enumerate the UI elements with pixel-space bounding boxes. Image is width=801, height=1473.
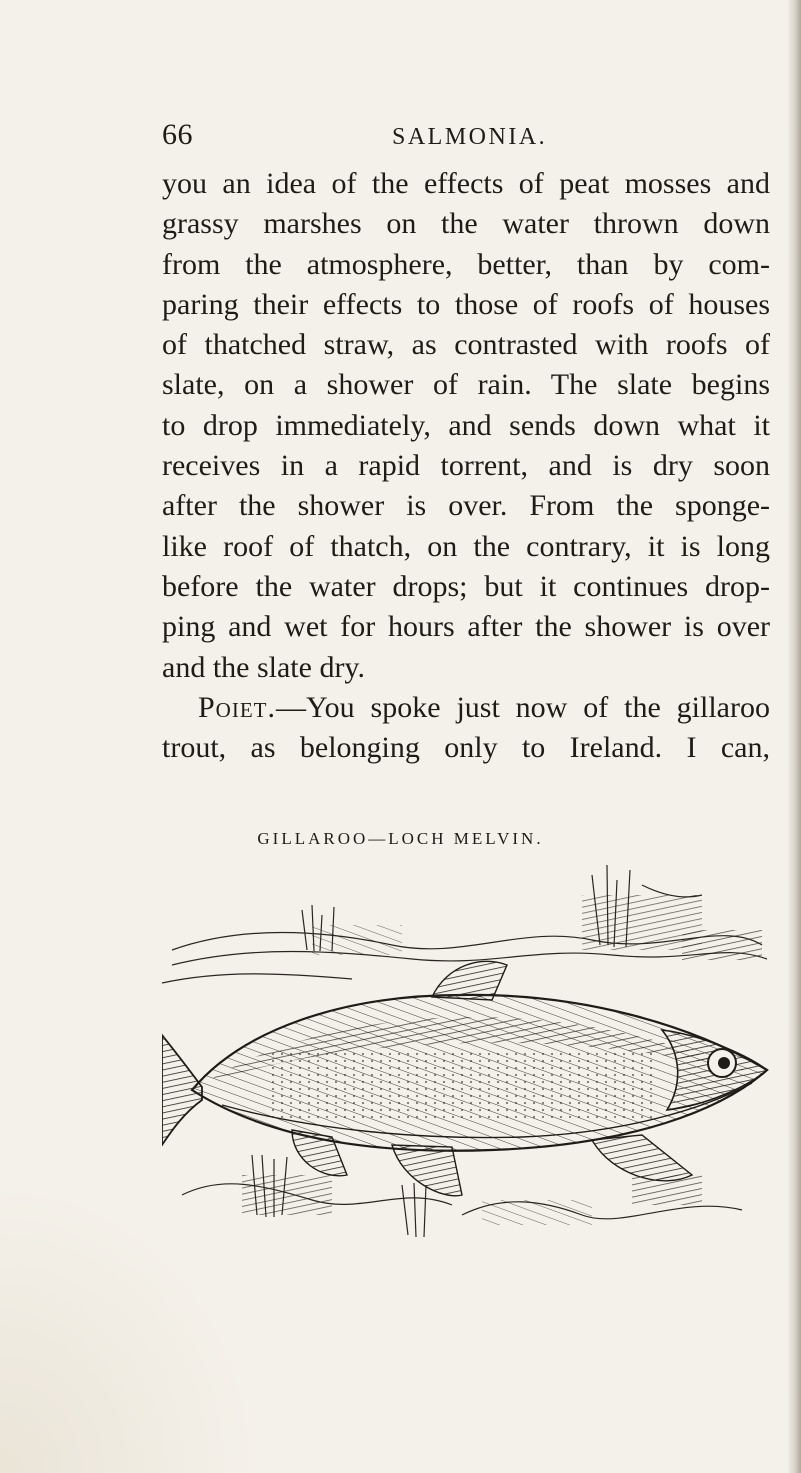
text-line: ping and wet for hours after the shower is over [162, 610, 770, 644]
text-line: from the atmosphere, better, than by com- [162, 247, 770, 281]
dialogue-line: trout, as belonging only to Ireland. I can, [162, 731, 770, 765]
text-line: receives in a rapid torrent, and is dry soon [162, 449, 770, 483]
text-line: slate, on a shower of rain. The slate begins [162, 368, 770, 402]
body-text [162, 164, 770, 768]
dialogue-line [162, 688, 770, 728]
running-head: SALMONIA. [392, 124, 548, 150]
speaker-name: Poiet. [198, 690, 276, 724]
page-number: 66 [162, 118, 193, 151]
figure-caption: GILLAROO—LOCH MELVIN. [257, 829, 544, 848]
text-line: grassy marshes on the water thrown down [162, 207, 770, 241]
text-line: like roof of thatch, on the contrary, it is long [162, 529, 770, 563]
dialogue-text: —You spoke just now of the gillaroo [276, 690, 770, 724]
page-header [0, 118, 801, 158]
fish-tail [162, 1035, 202, 1145]
text-line: you an idea of the effects of peat mosses and [162, 167, 770, 200]
text-line: after the shower is over. From the sponge- [162, 489, 770, 523]
text-line: paring their effects to those of roofs of houses [162, 287, 770, 321]
text-line: and the slate dry. [162, 650, 365, 684]
text-line: before the water drops; but it continues drop- [162, 569, 770, 603]
text-line: of thatched straw, as contrasted with roofs of [162, 328, 770, 362]
fish-engraving-figure [162, 855, 774, 1255]
fish-engraving [162, 855, 774, 1255]
page-edge-shadow [787, 0, 801, 1473]
text-line: to drop immediately, and sends down what it [162, 408, 770, 442]
